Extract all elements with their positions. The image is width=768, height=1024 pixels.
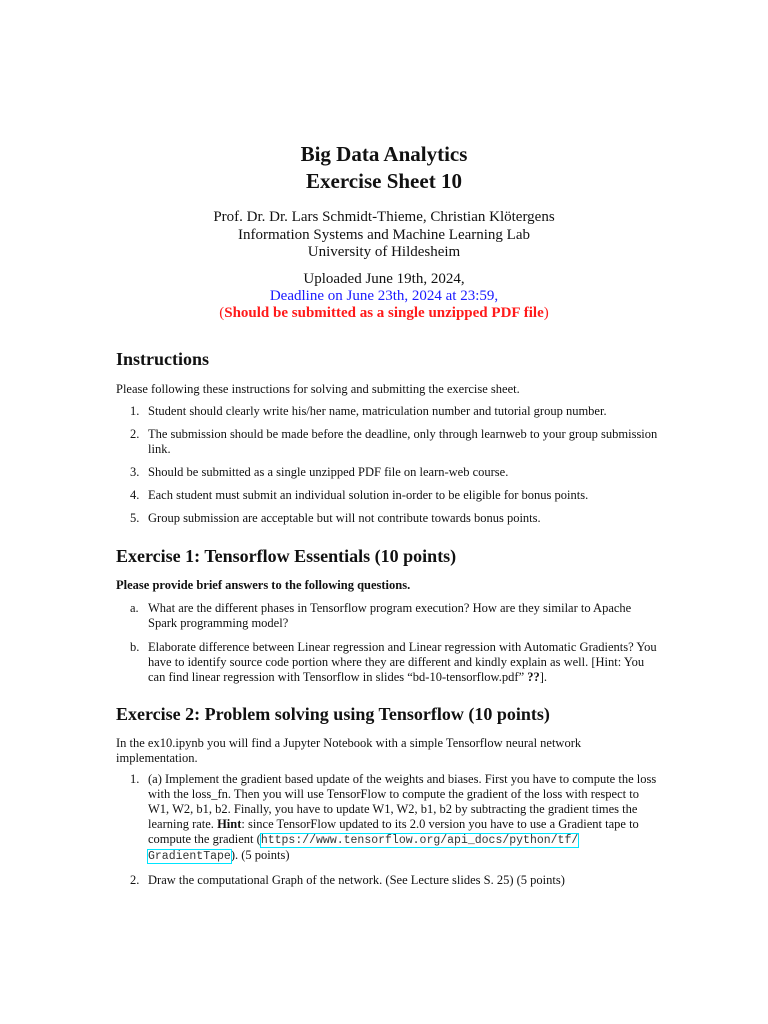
exercise2-heading: Exercise 2: Problem solving using Tensorflow (10 points) — [116, 704, 550, 724]
instructions-list — [116, 404, 662, 526]
instructions-heading: Instructions — [116, 349, 210, 369]
document-title — [0, 141, 768, 195]
list-item: 1. Student should clearly write his/her name, matriculation number and tutorial group number. — [130, 404, 607, 418]
hint-label: Hint — [217, 817, 242, 831]
list-item: 5. Group submission are acceptable but will not contribute towards bonus points. — [130, 511, 541, 525]
gradienttape-link-cont[interactable]: GradientTape — [148, 850, 231, 863]
deadline-line: Deadline on June 23th, 2024 at 23:59, — [269, 288, 499, 304]
course-title: Big Data Analytics — [300, 142, 468, 166]
list-item: 3. Should be submitted as a single unzipped PDF file on learn-web course. — [130, 465, 509, 479]
uploaded-line: Uploaded June 19th, 2024, — [303, 271, 465, 287]
exercise1-heading: Exercise 1: Tensorflow Essentials (10 points) — [116, 546, 457, 566]
exercise2-list — [116, 772, 662, 888]
list-item: a. What are the different phases in Tensorflow program execution? How are they similar to Apache Spark programming model? — [130, 601, 632, 630]
list-item: 4. Each student must submit an individual solution in-order to be eligible for bonus points. — [130, 488, 589, 502]
date-block — [0, 271, 768, 322]
list-item: 2. Draw the computational Graph of the network. (See Lecture slides S. 25) (5 points) — [130, 873, 565, 887]
submission-note — [0, 305, 768, 322]
authors-line: Prof. Dr. Dr. Lars Schmidt-Thieme, Christian Klötergens — [213, 209, 555, 225]
paren-open: ( — [219, 305, 225, 321]
list-item: 1. (a) Implement the gradient based update of the weights and biases. First you have to compute the loss with the loss_fn. Then you will use TensorFlow to compute the gradient of the loss with respect to W1, W2, b1, b2. Finally, you have to update W1, W2, b1, b2 by subtracting the gradient times the learning rate. Hint: since TensorFlow updated to its 2.0 version you have to use a Gradient tape to compute the gradient (https://www.tensorflow.org/api_docs/python/tf/ GradientTape). (5 points) — [130, 772, 657, 863]
list-item: 2. The submission should be made before the deadline, only through learnweb to your group submission link. — [130, 427, 658, 456]
sheet-title: Exercise Sheet 10 — [306, 169, 462, 193]
exercise1-list — [116, 601, 662, 685]
paren-close: ) — [543, 305, 549, 321]
submission-note-text: Should be submitted as a single unzipped PDF file — [224, 305, 544, 321]
missing-ref: ?? — [527, 670, 540, 684]
lab-line: Information Systems and Machine Learning Lab — [237, 226, 530, 243]
instructions-intro: Please following these instructions for solving and submitting the exercise sheet. — [116, 382, 520, 396]
university-line: University of Hildesheim — [307, 244, 461, 260]
author-block — [0, 209, 768, 262]
gradienttape-link[interactable]: https://www.tensorflow.org/api_docs/python/tf/ — [260, 834, 579, 847]
exercise2-intro: In the ex10.ipynb you will find a Jupyter Notebook with a simple Tensorflow neural network implementation. — [116, 736, 582, 765]
exercise1-intro: Please provide brief answers to the following questions. — [116, 578, 411, 592]
list-item: b. Elaborate difference between Linear regression and Linear regression with Automatic Gradients? You have to identify source code portion where they are different and kindly explain as well. [Hint: You can find linear regression with Tensorflow in slides “bd-10-tensorflow.pdf” ??]. — [130, 640, 657, 684]
